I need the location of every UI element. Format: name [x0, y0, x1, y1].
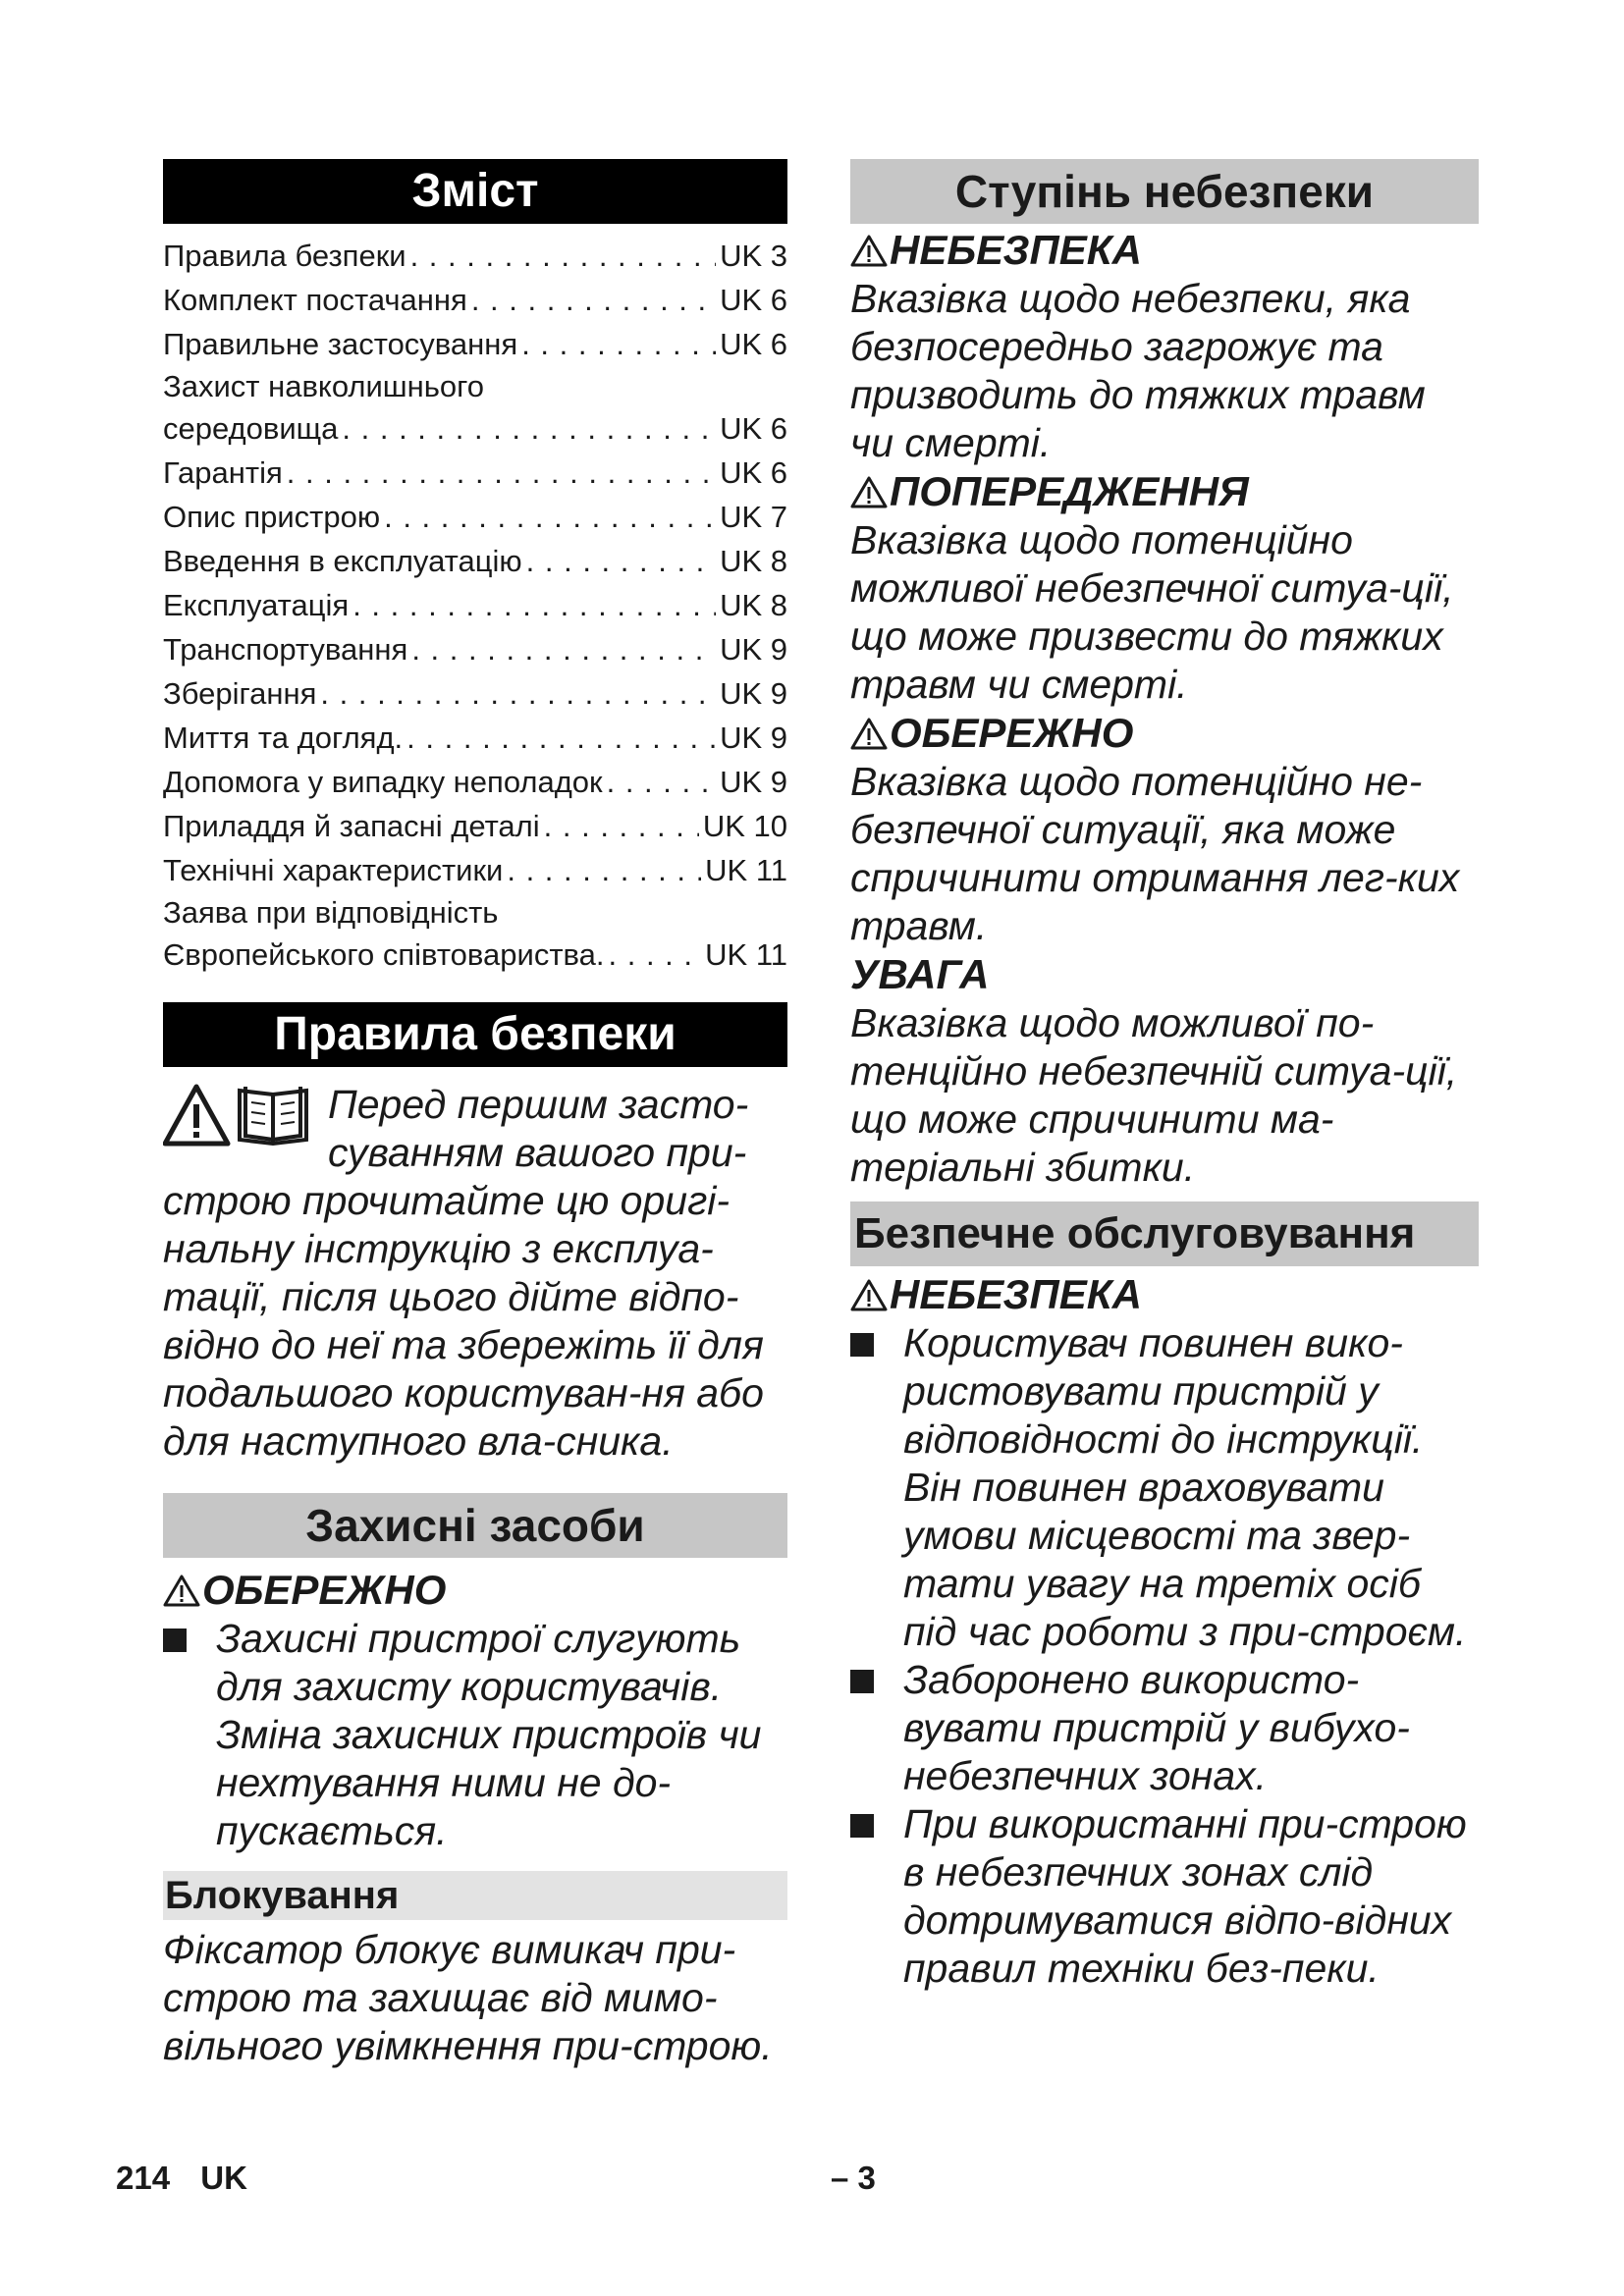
toc-entry-page: UK 6 — [720, 283, 787, 317]
locking-heading: Блокування — [163, 1871, 787, 1920]
language-code: UK — [200, 2160, 247, 2196]
toc-entry-title: Опис пристрою — [163, 500, 381, 534]
right-column — [850, 159, 1479, 1993]
safe-handling-bullets — [850, 1319, 1479, 1993]
warning-triangle-icon — [850, 717, 888, 750]
toc-leader — [320, 671, 716, 716]
bullet-text: Захисні пристрої слугують для захисту користувачів. Зміна захисних пристроїв чи нехтування ними не до-пускається. — [216, 1616, 762, 1853]
safety-rules-heading: Правила безпеки — [163, 1002, 787, 1067]
list-item — [850, 1800, 1479, 1993]
toc-entry-title: Транспортування — [163, 632, 408, 667]
toc-entry-title: Правильне застосування — [163, 327, 518, 361]
toc-entry-page: UK 10 — [702, 809, 787, 843]
locking-text: Фіксатор блокує вимикач при-строю та захищає від мимо-вільного увімкнення при-строю. — [163, 1927, 773, 2068]
toc-entry-title: Європейського співтовариства. — [163, 937, 605, 972]
caution-signal — [850, 709, 1479, 758]
caution-signal — [163, 1566, 787, 1615]
toc-heading: Зміст — [163, 159, 787, 224]
toc-entry-title: середовища — [163, 411, 339, 446]
safety-intro — [163, 1081, 787, 1466]
toc-leader — [544, 804, 699, 848]
toc-leader — [410, 234, 717, 278]
toc-entry-page: UK 9 — [720, 676, 787, 711]
toc-entry-title: Гарантія — [163, 455, 283, 490]
list-item — [850, 1656, 1479, 1800]
toc-entry-title: Введення в експлуатацію — [163, 544, 522, 578]
warning-triangle-icon — [163, 1574, 200, 1607]
toc-leader — [406, 716, 716, 760]
danger-signal — [850, 226, 1479, 275]
toc-entry[interactable] — [163, 366, 787, 451]
toc-entry-title: Експлуатація — [163, 588, 350, 622]
toc-leader — [384, 495, 716, 539]
signal-word: НЕБЕЗПЕКА — [890, 1271, 1142, 1317]
caution-description: Вказівка щодо потенційно не-безпечної ситуації, яка може спричинити отримання лег-ких травм. — [850, 759, 1460, 948]
signal-word: НЕБЕЗПЕКА — [890, 227, 1142, 273]
toc-leader — [411, 627, 716, 671]
toc-entry[interactable] — [163, 322, 787, 366]
safe-handling-heading: Безпечне обслуговування — [850, 1201, 1479, 1266]
toc-leader — [287, 451, 716, 495]
toc-entry[interactable] — [163, 804, 787, 848]
toc-entry[interactable] — [163, 495, 787, 539]
safety-intro-text: Перед першим засто-суванням вашого при-строю прочитайте цю оригі-нальну інструкцію з експлуа-тації, після цього дійте відпо-відно до неї та збережіть її для подальшого користуван-ня або для наступного вла-сника. — [163, 1082, 764, 1464]
toc-entry-title-line1: Захист навколишнього — [163, 369, 485, 403]
toc-entry[interactable] — [163, 716, 787, 760]
bullet-square-icon — [850, 1333, 874, 1357]
toc-entry[interactable] — [163, 583, 787, 627]
toc-entry[interactable] — [163, 671, 787, 716]
signal-word: ОБЕРЕЖНО — [890, 710, 1134, 756]
toc-entry[interactable] — [163, 539, 787, 583]
toc-entry[interactable] — [163, 278, 787, 322]
toc-entry-page: UK 8 — [720, 544, 787, 578]
protective-bullets — [163, 1615, 787, 1855]
toc-entry-page: UK 11 — [705, 937, 787, 972]
warning-triangle-icon — [850, 234, 888, 267]
toc-entry-page: UK 6 — [720, 327, 787, 361]
warning-description: Вказівка щодо потенційно можливої небезпечної ситуа-ції, що може призвести до тяжких травм чи смерті. — [850, 517, 1454, 707]
bullet-square-icon — [850, 1814, 874, 1838]
notice-description: Вказівка щодо можливої по-тенційно небезпечній ситуа-ції, що може спричинити ма-теріальні збитки. — [850, 1000, 1458, 1190]
toc-entry[interactable] — [163, 892, 787, 977]
bullet-text: Заборонено використо-вувати пристрій у вибухо-небезпечних зонах. — [903, 1657, 1410, 1798]
open-book-icon — [240, 1087, 306, 1144]
toc-entry-title: Правила безпеки — [163, 239, 406, 273]
bullet-square-icon — [850, 1670, 874, 1693]
toc-entry-title-line1: Заява при відповідність — [163, 895, 499, 930]
toc-entry-title: Технічні характеристики — [163, 853, 504, 887]
toc-entry-title: Зберігання — [163, 676, 317, 711]
toc-entry-page: UK 7 — [720, 500, 787, 534]
toc-leader — [607, 760, 716, 804]
toc-leader — [342, 406, 716, 451]
toc-leader — [521, 322, 716, 366]
toc-entry-page: UK 6 — [720, 455, 787, 490]
table-of-contents — [163, 234, 787, 977]
toc-entry[interactable] — [163, 234, 787, 278]
toc-entry[interactable] — [163, 760, 787, 804]
toc-entry-page: UK 9 — [720, 721, 787, 755]
bullet-square-icon — [163, 1629, 187, 1652]
toc-entry-title: Допомога у випадку неполадок — [163, 765, 603, 799]
toc-entry-title: Комплект постачання — [163, 283, 467, 317]
toc-entry-title: Приладдя й запасні деталі — [163, 809, 540, 843]
left-column — [163, 159, 787, 2070]
toc-entry-page: UK 6 — [720, 411, 787, 446]
danger-levels-heading: Ступінь небезпеки — [850, 159, 1479, 224]
list-item — [850, 1319, 1479, 1656]
warning-signal — [850, 467, 1479, 516]
bullet-text: Користувач повинен вико-ристовувати пристрій у відповідності до інструкції. Він повинен враховувати умови місцевості та звер-тати увагу на третіх осіб під час роботи з при-строєм. — [903, 1320, 1467, 1654]
toc-entry-title: Миття та догляд. — [163, 721, 404, 755]
warning-triangle-icon — [850, 475, 888, 508]
warning-triangle-icon — [165, 1087, 228, 1144]
notice-signal: УВАГА — [850, 951, 990, 997]
warning-triangle-icon — [850, 1278, 888, 1311]
toc-entry[interactable] — [163, 627, 787, 671]
toc-entry[interactable] — [163, 848, 787, 892]
toc-leader — [352, 583, 716, 627]
toc-entry[interactable] — [163, 451, 787, 495]
caution-signal-word: ОБЕРЕЖНО — [202, 1567, 447, 1613]
signal-word: ПОПЕРЕДЖЕННЯ — [890, 468, 1249, 514]
toc-entry-page: UK 8 — [720, 588, 787, 622]
toc-entry-page: UK 3 — [720, 239, 787, 273]
toc-leader — [609, 933, 702, 977]
danger-description: Вказівка щодо небезпеки, яка безпосередньо загрожує та призводить до тяжких травм чи смерті. — [850, 276, 1426, 465]
protective-devices-heading: Захисні засоби — [163, 1493, 787, 1558]
toc-entry-page: UK 9 — [720, 632, 787, 667]
warning-and-manual-icons — [163, 1081, 316, 1151]
toc-leader — [507, 848, 701, 892]
footer-page-info — [116, 2160, 247, 2197]
toc-leader — [526, 539, 716, 583]
bullet-text: При використанні при-строю в небезпечних зонах слід дотримуватися відпо-відних правил техніки без-пеки. — [903, 1801, 1467, 1991]
toc-entry-page: UK 11 — [705, 853, 787, 887]
list-item — [163, 1615, 787, 1855]
toc-entry-page: UK 9 — [720, 765, 787, 799]
page-number: 214 — [116, 2160, 171, 2196]
toc-leader — [471, 278, 716, 322]
footer-local-page: – 3 — [831, 2160, 876, 2196]
danger-signal — [850, 1270, 1479, 1319]
